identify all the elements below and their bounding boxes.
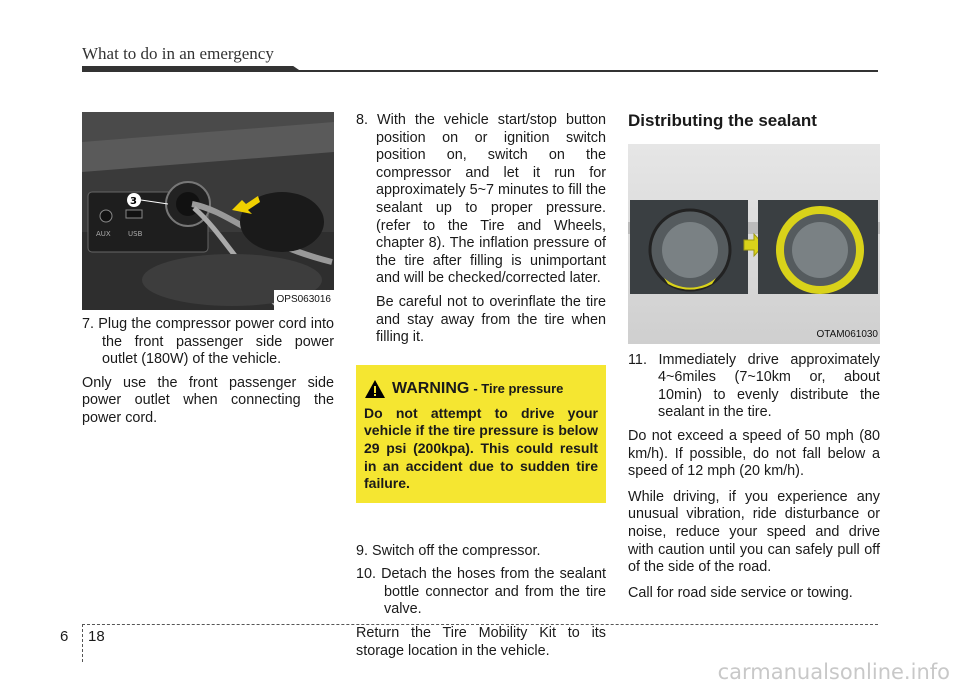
warning-title: WARNING <box>392 379 470 397</box>
column-middle <box>356 112 606 668</box>
aux-label: AUX <box>96 230 111 238</box>
warning-subtitle: - Tire pressure <box>473 380 564 396</box>
warning-triangle-icon <box>364 379 386 399</box>
section-title: Distributing the sealant <box>628 111 817 130</box>
footer-rule <box>82 624 878 625</box>
step-7: 7. Plug the compressor power cord into the front passenger side power outlet (180W) of the vehicle. <box>82 316 334 368</box>
warning-box <box>356 365 606 503</box>
return-note: Return the Tire Mobility Kit to its storage location in the vehicle. <box>356 625 606 659</box>
step-10: 10. Detach the hoses from the sealant bottle connector and from the tire valve. <box>356 566 606 618</box>
warning-body: Do not attempt to drive your vehicle if the tire pressure is below 29 psi (200kpa). This could result in an accident due to sudden tire failure. <box>364 404 598 492</box>
column-right <box>628 112 880 610</box>
watermark: carmanualsonline.info <box>717 660 950 684</box>
step-9: 9. Switch off the compressor. <box>356 542 541 559</box>
usb-label: USB <box>128 230 143 238</box>
step-11: 11. Immediately drive approximately 4~6miles (7~10km or, about 10min) to evenly distribute the sealant in the tire. <box>628 351 880 421</box>
power-outlet-photo <box>82 112 334 310</box>
vibration-note: While driving, if you experience any unusual vibration, ride disturbance or noise, reduce your speed and drive with caution until you can safely pull off of the side of the road. <box>628 488 880 576</box>
page-header-title: What to do in an emergency <box>82 44 274 63</box>
step-8: 8. With the vehicle start/stop button position on or ignition switch position on, switch on the compressor and let it run for approximately 5~7 minutes to fill the sealant up to proper pressure. (refer to the Tire and Wheels, chapter 8). The inflation pressure of the tire after filling is unimportant and will be checked/corrected later. <box>356 112 606 287</box>
chapter-number: 6 <box>60 628 69 645</box>
speed-limit-note: Do not exceed a speed of 50 mph (80 km/h). If possible, do not fall below a speed of 12 mph (20 km/h). <box>628 427 880 480</box>
power-outlet-note: Only use the front passenger side power outlet when connecting the power cord. <box>82 374 334 426</box>
footer-divider <box>82 624 83 662</box>
illustration-code: OTAM061030 <box>816 329 878 340</box>
tire-sealant-diagram <box>628 144 880 344</box>
power-outlet-illustration <box>82 112 334 310</box>
photo-code: OPS063016 <box>274 290 335 310</box>
column-left <box>82 112 334 436</box>
step-8-caution: Be careful not to overinflate the tire and stay away from the tire when filling it. <box>376 293 606 346</box>
page-number: 18 <box>88 628 105 645</box>
road-service-note: Call for road side service or towing. <box>628 584 853 601</box>
photo-callout-number: 3 <box>130 196 137 207</box>
header-rule <box>82 70 878 72</box>
sealant-distribution-illustration <box>628 144 880 344</box>
warning-header <box>364 379 598 399</box>
